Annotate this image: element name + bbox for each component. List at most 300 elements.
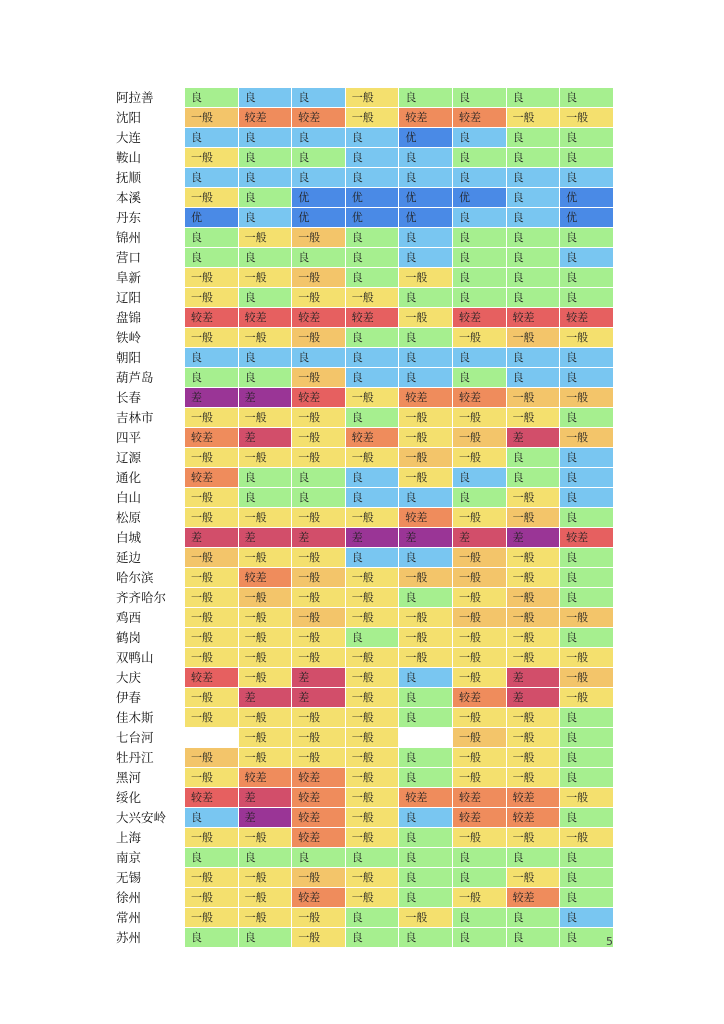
quality-cell: 一般 [185,488,239,508]
quality-cell: 良 [399,168,453,188]
quality-cell: 一般 [185,508,239,528]
quality-cell: 良 [345,228,399,248]
table-row [113,88,613,108]
quality-cell: 较差 [238,108,292,128]
table-row [113,328,613,348]
quality-cell: 一般 [238,548,292,568]
quality-cell: 一般 [238,648,292,668]
quality-cell: 良 [185,228,239,248]
quality-cell: 良 [292,148,346,168]
quality-cell: 较差 [452,808,506,828]
quality-cell: 一般 [506,548,560,568]
table-row [113,668,613,688]
quality-cell: 优 [292,188,346,208]
table-row [113,648,613,668]
quality-cell: 一般 [560,428,614,448]
quality-cell: 差 [185,528,239,548]
quality-cell: 一般 [560,108,614,128]
quality-cell: 差 [238,788,292,808]
city-name: 双鸭山 [113,648,185,668]
quality-cell: 良 [399,808,453,828]
quality-cell: 良 [399,228,453,248]
city-name: 本溪 [113,188,185,208]
city-name: 沈阳 [113,108,185,128]
air-quality-table [113,87,614,948]
quality-cell [399,728,453,748]
quality-cell: 良 [345,368,399,388]
quality-cell: 良 [345,468,399,488]
table-row [113,588,613,608]
quality-cell: 良 [560,488,614,508]
quality-cell: 良 [560,228,614,248]
quality-cell: 较差 [560,528,614,548]
quality-cell: 较差 [452,788,506,808]
quality-cell: 一般 [185,828,239,848]
quality-cell: 较差 [292,808,346,828]
quality-cell: 优 [399,208,453,228]
quality-cell: 差 [238,808,292,828]
quality-cell: 良 [238,188,292,208]
quality-cell: 良 [506,208,560,228]
quality-cell: 一般 [506,648,560,668]
quality-cell: 良 [506,448,560,468]
quality-cell: 差 [506,688,560,708]
quality-cell: 良 [238,168,292,188]
city-name: 牡丹江 [113,748,185,768]
quality-cell: 差 [238,388,292,408]
quality-cell: 良 [399,328,453,348]
quality-cell: 较差 [452,688,506,708]
quality-cell: 良 [399,248,453,268]
quality-cell: 一般 [345,748,399,768]
quality-cell: 良 [399,688,453,708]
table-row [113,388,613,408]
city-name: 铁岭 [113,328,185,348]
quality-cell: 良 [238,288,292,308]
quality-cell: 一般 [452,448,506,468]
quality-cell: 良 [560,448,614,468]
quality-cell: 良 [560,128,614,148]
table-row [113,928,613,948]
table-row [113,608,613,628]
quality-cell: 良 [560,768,614,788]
quality-cell: 一般 [345,588,399,608]
city-name: 大兴安岭 [113,808,185,828]
quality-cell: 良 [238,248,292,268]
quality-cell: 一般 [399,308,453,328]
city-name: 黑河 [113,768,185,788]
quality-cell: 一般 [185,188,239,208]
page-number: 5 [606,935,613,948]
quality-cell: 较差 [452,108,506,128]
quality-cell: 较差 [345,428,399,448]
quality-cell: 良 [238,848,292,868]
quality-cell: 较差 [185,468,239,488]
quality-cell: 良 [506,348,560,368]
quality-cell: 一般 [452,768,506,788]
quality-cell: 较差 [292,308,346,328]
quality-cell: 一般 [345,88,399,108]
quality-cell: 良 [560,568,614,588]
city-name: 营口 [113,248,185,268]
city-name: 齐齐哈尔 [113,588,185,608]
quality-cell: 一般 [345,388,399,408]
quality-cell: 良 [506,148,560,168]
quality-cell: 良 [560,168,614,188]
quality-cell: 良 [185,368,239,388]
quality-cell: 较差 [452,308,506,328]
quality-cell: 良 [560,908,614,928]
quality-cell: 良 [560,588,614,608]
quality-cell: 较差 [345,308,399,328]
quality-cell: 较差 [185,428,239,448]
quality-cell: 良 [345,548,399,568]
quality-cell: 一般 [292,368,346,388]
city-name: 葫芦岛 [113,368,185,388]
quality-cell: 一般 [345,788,399,808]
quality-cell: 良 [238,488,292,508]
quality-cell: 一般 [506,408,560,428]
quality-cell: 良 [560,748,614,768]
quality-cell: 良 [452,228,506,248]
quality-cell: 一般 [345,888,399,908]
quality-cell: 一般 [185,908,239,928]
quality-cell: 良 [560,408,614,428]
quality-cell: 一般 [292,608,346,628]
quality-cell: 差 [292,688,346,708]
quality-cell: 一般 [399,268,453,288]
quality-cell: 良 [185,248,239,268]
quality-cell: 一般 [185,408,239,428]
quality-cell: 一般 [292,588,346,608]
table-row [113,728,613,748]
quality-cell: 一般 [560,648,614,668]
quality-cell: 差 [238,528,292,548]
quality-cell: 一般 [399,608,453,628]
quality-cell: 较差 [238,568,292,588]
quality-cell: 良 [452,128,506,148]
quality-cell: 良 [238,928,292,948]
table-row [113,208,613,228]
table-row [113,848,613,868]
quality-cell: 良 [560,268,614,288]
quality-cell: 良 [345,328,399,348]
quality-cell: 良 [452,488,506,508]
quality-cell: 一般 [238,908,292,928]
quality-cell: 较差 [399,508,453,528]
quality-cell: 一般 [292,428,346,448]
quality-cell: 差 [506,668,560,688]
quality-cell: 良 [238,88,292,108]
quality-cell: 一般 [506,608,560,628]
quality-cell: 良 [560,928,614,948]
quality-cell: 一般 [452,708,506,728]
quality-cell: 一般 [185,608,239,628]
quality-cell: 差 [292,528,346,548]
city-name: 佳木斯 [113,708,185,728]
quality-cell: 良 [345,148,399,168]
quality-cell: 良 [452,848,506,868]
quality-cell: 良 [399,828,453,848]
quality-cell: 良 [506,168,560,188]
quality-cell: 一般 [452,588,506,608]
quality-cell: 一般 [238,608,292,628]
quality-cell: 一般 [292,908,346,928]
table-row [113,528,613,548]
table-row [113,228,613,248]
city-name: 白城 [113,528,185,548]
quality-cell: 良 [560,248,614,268]
quality-cell: 良 [399,848,453,868]
quality-cell: 一般 [399,628,453,648]
city-name: 通化 [113,468,185,488]
quality-cell: 良 [185,848,239,868]
quality-cell: 一般 [238,728,292,748]
quality-cell: 较差 [238,308,292,328]
quality-cell: 一般 [238,708,292,728]
quality-cell: 较差 [185,668,239,688]
quality-cell: 一般 [185,748,239,768]
table-row [113,868,613,888]
quality-cell: 良 [560,888,614,908]
quality-cell: 一般 [185,768,239,788]
quality-cell: 良 [506,368,560,388]
table-row [113,488,613,508]
city-name: 无锡 [113,868,185,888]
city-name: 辽阳 [113,288,185,308]
quality-cell: 较差 [399,388,453,408]
quality-cell: 良 [560,348,614,368]
quality-cell: 一般 [238,668,292,688]
quality-cell: 一般 [185,328,239,348]
quality-cell: 良 [185,128,239,148]
city-name: 盘锦 [113,308,185,328]
quality-cell: 良 [238,148,292,168]
quality-cell: 一般 [185,288,239,308]
quality-cell: 良 [292,468,346,488]
quality-cell: 较差 [185,308,239,328]
quality-cell: 良 [452,368,506,388]
quality-cell: 一般 [238,448,292,468]
quality-cell: 良 [238,348,292,368]
city-name: 大庆 [113,668,185,688]
quality-cell: 一般 [560,608,614,628]
quality-cell: 良 [506,188,560,208]
city-name: 上海 [113,828,185,848]
quality-cell: 良 [560,708,614,728]
quality-cell: 良 [292,248,346,268]
quality-cell: 一般 [292,648,346,668]
quality-cell: 良 [399,88,453,108]
quality-cell: 一般 [345,768,399,788]
quality-cell: 较差 [185,788,239,808]
quality-cell: 一般 [185,648,239,668]
city-name: 七台河 [113,728,185,748]
quality-cell: 良 [399,288,453,308]
quality-cell: 良 [560,848,614,868]
quality-cell: 一般 [506,828,560,848]
quality-cell: 良 [238,368,292,388]
quality-cell: 较差 [452,388,506,408]
quality-cell: 一般 [238,588,292,608]
quality-cell: 良 [399,548,453,568]
quality-cell: 一般 [292,548,346,568]
quality-cell: 一般 [345,728,399,748]
quality-cell: 良 [560,728,614,748]
quality-cell: 良 [506,848,560,868]
quality-cell: 一般 [292,448,346,468]
table-row [113,268,613,288]
table-row [113,708,613,728]
quality-cell: 良 [399,748,453,768]
quality-cell: 一般 [292,228,346,248]
table-row [113,568,613,588]
quality-cell: 一般 [185,448,239,468]
quality-cell: 一般 [399,908,453,928]
quality-cell: 一般 [452,648,506,668]
quality-cell: 优 [345,208,399,228]
city-name: 南京 [113,848,185,868]
quality-cell: 良 [560,88,614,108]
quality-cell: 一般 [452,508,506,528]
quality-cell: 一般 [399,568,453,588]
quality-cell: 良 [292,128,346,148]
quality-cell: 一般 [560,388,614,408]
quality-cell: 一般 [185,148,239,168]
city-name: 延边 [113,548,185,568]
table-row [113,248,613,268]
quality-cell: 一般 [345,668,399,688]
quality-cell: 一般 [452,748,506,768]
quality-cell: 良 [185,928,239,948]
quality-cell: 一般 [452,568,506,588]
quality-cell: 优 [452,188,506,208]
quality-cell: 良 [345,248,399,268]
quality-cell: 一般 [292,508,346,528]
quality-cell: 一般 [506,588,560,608]
quality-cell: 良 [345,908,399,928]
quality-cell: 差 [506,528,560,548]
city-name: 鸡西 [113,608,185,628]
quality-cell: 良 [452,868,506,888]
quality-cell: 良 [560,288,614,308]
table-row [113,408,613,428]
quality-cell: 良 [560,468,614,488]
quality-cell: 一般 [560,328,614,348]
quality-cell: 一般 [506,868,560,888]
quality-cell: 一般 [185,108,239,128]
quality-cell: 较差 [506,888,560,908]
quality-cell: 良 [345,408,399,428]
quality-cell: 一般 [292,288,346,308]
quality-cell: 一般 [560,688,614,708]
table-row [113,308,613,328]
quality-cell: 一般 [345,828,399,848]
table-row [113,808,613,828]
quality-cell: 良 [560,508,614,528]
quality-cell: 一般 [292,328,346,348]
quality-cell: 一般 [506,748,560,768]
city-name: 伊春 [113,688,185,708]
quality-cell: 良 [399,668,453,688]
quality-cell: 良 [238,468,292,488]
quality-cell: 一般 [292,728,346,748]
city-name: 大连 [113,128,185,148]
quality-cell: 良 [292,88,346,108]
quality-cell: 差 [345,528,399,548]
table-row [113,748,613,768]
quality-cell: 较差 [399,788,453,808]
quality-cell: 一般 [345,808,399,828]
quality-cell: 一般 [238,888,292,908]
city-name: 白山 [113,488,185,508]
quality-cell: 良 [560,808,614,828]
city-name: 丹东 [113,208,185,228]
quality-cell: 一般 [399,648,453,668]
quality-cell: 一般 [238,508,292,528]
quality-cell: 良 [185,88,239,108]
table-row [113,288,613,308]
quality-cell: 一般 [292,708,346,728]
quality-cell: 较差 [292,108,346,128]
quality-cell: 一般 [345,608,399,628]
quality-cell: 良 [399,768,453,788]
quality-cell: 良 [399,588,453,608]
table-row [113,128,613,148]
city-name: 哈尔滨 [113,568,185,588]
quality-cell: 较差 [238,768,292,788]
quality-cell: 一般 [238,628,292,648]
quality-cell: 优 [292,208,346,228]
quality-cell: 一般 [452,628,506,648]
quality-cell: 一般 [506,328,560,348]
table-row [113,768,613,788]
quality-cell: 良 [452,468,506,488]
quality-cell: 一般 [238,868,292,888]
quality-cell: 良 [399,488,453,508]
quality-cell: 一般 [185,688,239,708]
quality-cell: 一般 [452,328,506,348]
quality-cell: 一般 [506,108,560,128]
quality-cell: 良 [345,348,399,368]
city-name: 绥化 [113,788,185,808]
table-row [113,908,613,928]
quality-cell: 一般 [452,828,506,848]
quality-cell: 一般 [185,888,239,908]
quality-cell: 良 [506,928,560,948]
quality-cell: 一般 [452,888,506,908]
quality-cell: 一般 [345,508,399,528]
quality-cell: 一般 [506,388,560,408]
quality-cell: 良 [345,488,399,508]
quality-cell: 良 [399,888,453,908]
quality-cell: 一般 [345,868,399,888]
quality-cell: 良 [399,708,453,728]
quality-cell: 较差 [506,308,560,328]
quality-cell: 一般 [345,568,399,588]
table-row [113,428,613,448]
quality-cell: 一般 [292,268,346,288]
quality-cell: 良 [452,168,506,188]
table-row [113,108,613,128]
quality-cell: 良 [560,368,614,388]
quality-cell: 一般 [560,668,614,688]
quality-cell: 一般 [185,548,239,568]
quality-cell: 良 [452,248,506,268]
table-row [113,828,613,848]
quality-cell: 良 [292,848,346,868]
quality-cell: 良 [506,88,560,108]
